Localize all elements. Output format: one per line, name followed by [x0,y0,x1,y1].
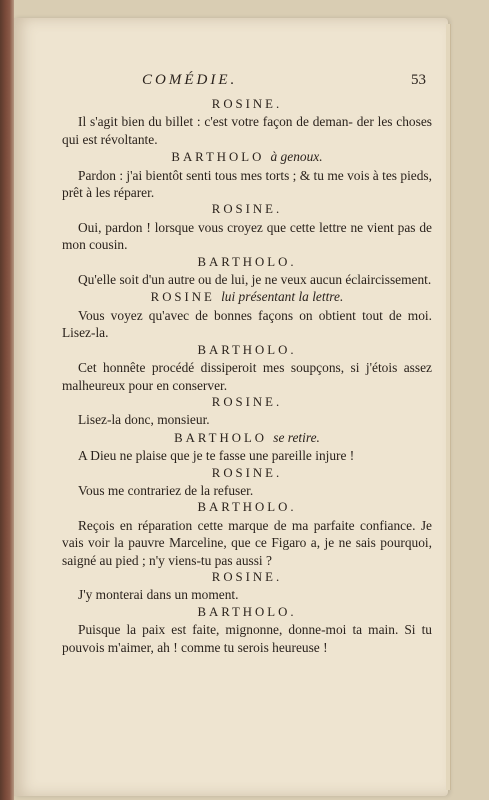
speaker-heading [62,569,432,586]
speech-line: Cet honnête procédé dissiperoit mes soupçons, si [78,360,360,376]
speaker-heading [62,429,432,447]
speaker-name: BARTHOLO. [197,604,297,619]
speech-line: der les choses qui est révoltante. [62,114,432,147]
speech-line: Oui, pardon ! lorsque vous croyez que cette [78,219,316,235]
speech-text [62,447,432,464]
speech-line: Reçois en réparation cette marque de ma parfaite [78,517,355,533]
speaker-heading [62,201,432,218]
speaker-name: ROSINE. [211,394,283,409]
speech-line: Il s'agit bien du billet : c'est votre façon de deman- [78,114,353,130]
speaker-name: BARTHOLO. [197,342,297,357]
stage-direction: lui présentant la lettre. [221,289,344,305]
speaker-heading [62,288,432,306]
page-header [62,72,432,94]
speech-line: Pardon : j'ai bientôt senti tous mes torts ; & tu [78,167,324,183]
speaker-heading [62,465,432,482]
speech-text [62,621,432,656]
speaker-name: ROSINE. [211,202,283,217]
speech-line: confiance. Je vais voir la pauvre Marceline, que ce [62,517,432,551]
speech-line: Vous voyez qu'avec de bonnes façons on obtient [78,307,356,323]
speaker-name: ROSINE. [211,97,283,111]
speaker-heading [62,254,432,271]
speaker-name: BARTHOLO. [197,500,297,515]
speech-line: viens-tu pas aussi ? [168,552,272,568]
speaker-heading [62,342,432,359]
speech-text [62,219,432,254]
speech-text [62,411,432,428]
speech-text [62,482,432,499]
speech-text [62,517,432,569]
speech-text [62,113,432,148]
speaker-heading [62,96,432,113]
page-edge [446,24,451,790]
dialogue [62,96,432,656]
page-text [62,72,432,656]
speech-line: Figaro a, je ne sais pourquoi, saigné au pied ; n'y [62,535,433,568]
speech-line: A Dieu ne plaise que je te fasse une pareille injure ! [78,448,355,464]
speech-line: me vois à tes pieds, prêt à les réparer. [62,167,432,201]
speaker-name: ROSINE [150,290,215,305]
speech-line: J'y monterai dans un moment. [78,587,239,603]
speech-text [62,307,432,342]
speech-text [62,167,432,202]
speaker-name: BARTHOLO. [197,254,297,269]
speech-line: Vous me contrariez de la refuser. [78,482,254,498]
stage-direction: à genoux. [270,149,323,165]
speaker-name: ROSINE. [211,569,283,584]
speaker-heading [62,499,432,516]
speech-line: Lisez-la donc, monsieur. [78,412,210,428]
speech-text [62,271,432,288]
speech-line: serois heureuse ! [237,639,328,655]
speech-line: ta main. Si tu pouvois m'aimer, ah ! comme tu [62,622,432,655]
speech-line: aucun éclaircissement. [310,272,432,288]
speech-line: j'étois assez malheureux pour en conserver. [62,360,432,393]
speech-line: lettre ne vient pas de mon cousin. [62,219,432,253]
speaker-name: ROSINE. [211,465,283,480]
speaker-name: BARTHOLO [171,150,265,165]
stage-direction: se retire. [273,429,320,445]
speech-line: tout de moi. Lisez-la. [62,307,432,341]
book-binding [0,0,14,800]
speech-text [62,586,432,603]
speaker-heading [62,604,432,621]
speech-line: Qu'elle soit d'un autre ou de lui, je ne veux [78,272,307,288]
speaker-name: BARTHOLO [174,430,268,445]
speaker-heading [62,148,432,166]
running-title: COMÉDIE. [142,72,238,88]
speaker-heading [62,394,432,411]
page-number: 53 [411,72,426,88]
speech-text [62,359,432,394]
speech-line: Puisque la paix est faite, mignonne, donne-moi [78,622,347,638]
